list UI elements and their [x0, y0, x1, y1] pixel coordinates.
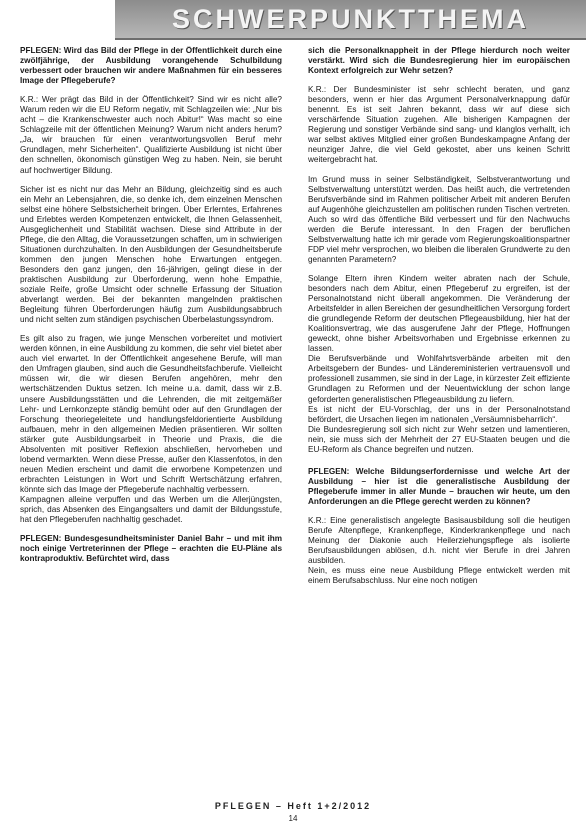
interview-answer: Im Grund muss in seiner Selbständigkeit, Selbstverantwortung und Selbstverwaltung unterstützt werden. Das heißt auch, die vertretenden Berufsverbände sind im Rahmen politischer Arbeit mit anderen Berufen auf Augenhöhe gleichzustellen am politischen runden Tischen vertreten. Auch so wird das öffentliche Bild verbessert und für den Nachwuchs werden die Berufe interessant. In den Fragen der beruflichen Selbstverwaltung hatte ich mir gerade vom Regierungskoalitionspartner FDP viel mehr versprochen, wo bleiben die liberalen Grundwerte zu den genannten Parametern?: [308, 174, 570, 264]
section-banner: [115, 0, 586, 40]
interview-answer: Die Berufsverbände und Wohlfahrtsverbände arbeiten mit den Arbeitsgebern der Bundes- und Ländereministerien vertrauensvoll und professionell zusammen, sie sind in der Lage, in kürzester Zeit effiziente Grundlagen zu Reformen und der Neuentwicklung der schon lange geforderten generalistischen Pflegeausbildung zu liefern.: [308, 354, 570, 404]
interview-question: PFLEGEN: Wird das Bild der Pflege in der Öffentlichkeit durch eine zwölfjährige, der Ausbildung vorangehende Schulbildung verbessert oder brauchen wir andere Maßnahmen für ein besseres Image der Pflegeberufe?: [20, 46, 282, 86]
interview-answer: Nein, es muss eine neue Ausbildung Pflege entwickelt werden mit einem Berufsabschluss. Nur eine noch notigen: [308, 566, 570, 586]
section-banner-title: SCHWERPUNKTTHEMA: [172, 3, 529, 34]
interview-question: sich die Personalknappheit in der Pflege hierdurch noch weiter verstärkt. Wird sich die Bundesregierung hier im europäischen Kontext erfolgreich zur Wehr setzen?: [308, 46, 570, 76]
interview-answer: Solange Eltern ihren Kindern weiter abraten nach der Schule, besonders nach dem Abitur, einen Pflegeberuf zu ergreifen, ist der Personalnotstand nicht überall angekommen. Die Veränderung der Arbeitsfelder in allen Bereichen der gesundheitlichen Versorgung fordert die grundlegende Reform der deutschen Pflegeausbildung, hier hat der Koalitionsvertrag, wie das ausgerufene Jahr der Pflege, Hoffnungen geweckt, ohne bisher Arbeitsvorhaben und Ergebnisse erkennen zu lassen.: [308, 273, 570, 354]
interview-question: PFLEGEN: Bundesgesundheitsminister Daniel Bahr – und mit ihm noch einige Vertreterinnen der Pflege – erachten die EU-Pläne als kontraproduktiv. Befürchtet wird, dass: [20, 534, 282, 564]
interview-answer: Es ist nicht der EU-Vorschlag, der uns in der Personalnotstand befördert, die Ursachen liegen im nationalen „Versäumnisbeharrlich“.: [308, 404, 570, 424]
footer-page-number: 14: [288, 814, 298, 823]
left-column: [20, 46, 282, 796]
interview-answer: Es gilt also zu fragen, wie junge Menschen vorbereitet und motiviert werden können, in eine Ausbildung zu kommen, die sehr viel bietet aber auch viel erwartet. In der Öffentlichkeit angesehene Berufe, will man den Umfragen glauben, sind auch die Gesundheitsfachberufe. Vielleicht müssen wir, die wir diesen Berufen angehören, mehr den wertschätzenden Duktus setzen. Ich meine u.a. damit, dass wir z.B. unsere Ausbildungsstätten und die Lehrenden, die mit zeitgemäßer Lehr- und Lernkonzepte ständig bemüht oder auf den Grundlagen der Forschung theoriegeleitete und handlungsfeldorientierte Ausbildung aufbauen, mehr in den allgemeinen Medien präsentieren. Wir sollten stärker gute Ausbildungsarbeit in Theorie und Praxis, die die Absolventen mit positiver Reflexion abschließen, hervorheben und lobend vermarkten. Wenn diese Presse, außer den Klassenfotos, in den neuen Medien erscheint und damit die erworbene Kompetenzen und erbrachten Leistungen in Wort und Schrift Wertschätzung erfahren, könnte sich das Image der Pflegeberufe nachhaltig verbessern.: [20, 334, 282, 494]
interview-answer: Sicher ist es nicht nur das Mehr an Bildung, gleichzeitig sind es auch ein Mehr an Lebensjahren, die, so denke ich, dem einzelnen Menschen selbst eine höhere Selbstsicherheit bringen. Über Erlerntes, Erfahrenes und Erlebtes werden Kompetenzen entwickelt, die Ihnen Gelassenheit, Ausgeglichenheit und Stabilität wachsen. Diese sind Attribute in der Pflege, die den Alltag, die Voraussetzungen schaffen, um in schwierigen Situationen durchzuhalten. In den Ausbildungen der Gesundheitsberufe kommen den jungen Menschen hohe Erwartungen entgegen. Besonders den ganz jungen, den 16-jährigen, gelingt diese in der praktischen Ausbildung zur Überforderung, wenn hohe Empathie, soziale Reife, große Umsicht oder schnelle Erfassung der Situation abverlangt werden. Bei der bekannten mangelnden praktischen Begleitung führen Überforderungen häufig zum Ausbildungsabbruch und nicht selten zum ständigen psychischen Überbelastungssyndrom.: [20, 184, 282, 325]
interview-answer: K.R.: Wer prägt das Bild in der Öffentlichkeit? Sind wir es nicht alle? Warum reden wir die EU Reform negativ, mit Schlagzeilen wie: „Nur bis acht – die Krankenschwester auch noch Abitur!“ Was macht so eine Schlagzeile mit der öffentlichen Meinung? Warum nicht anders herum? „Ja, wir brauchen für einen verantwortungsvollen Beruf mehr Grundlagen, mehr Sicherheiten“. Qualifizierte Ausbildung ist nicht über den schnellen, ökonomisch günstigen Weg zu haben. Nein, sie beruht auf hochwertiger Bildung.: [20, 95, 282, 175]
interview-answer: Kampagnen alleine verpuffen und das Werben um die Allerjüngsten, sprich, das Absenken des Eingangsalters und damit der Bildungsstufe, hat den Pflegeberufen nachhaltig geschadet.: [20, 494, 282, 525]
interview-answer: Die Bundesregierung soll sich nicht zur Wehr setzen und lamentieren, nein, sie muss sich der Mehrheit der 27 EU-Staaten beugen und die EU-Reform als Chance begreifen und nutzen.: [308, 424, 570, 454]
footer-magazine-issue: PFLEGEN – Heft 1+2/2012: [214, 801, 372, 811]
interview-answer: K.R.: Der Bundesminister ist sehr schlecht beraten, und ganz besonders, wenn er hier das Argument Personalverknappung dafür benennt. Es ist seit Jahren bekannt, dass wir auf diese sich verschärfende Situation zugehen. Alle bisherigen Kampagnen der Regierung und sonstiger Verbände sind sang- und klanglos verhallt, ich war selbst aktives Mitglied einer großen Bundeskampagne Anfang der neunziger Jahre, die viel Geld gekostet, aber uns keinen Schritt weitergebracht hat.: [308, 85, 570, 165]
interview-question: PFLEGEN: Welche Bildungserfordernisse und welche Art der Ausbildung – hier ist die generalistische Ausbildung der Pflegeberufe immer in aller Munde – brauchen wir heute, um den Anforderungen an die Pflege gerecht werden zu können?: [308, 466, 570, 506]
right-column: [308, 46, 570, 796]
interview-answer: K.R.: Eine generalistisch angelegte Basisausbildung soll die heutigen Berufe Altenpflege, Krankenpflege, Kinderkrankenpflege und nach Meinung der Diakonie auch Heilerziehungspflege als isolierte Berufsausbildungen ablösen, d.h. nicht vier Berufe in drei Jahren ausbilden.: [308, 515, 570, 566]
